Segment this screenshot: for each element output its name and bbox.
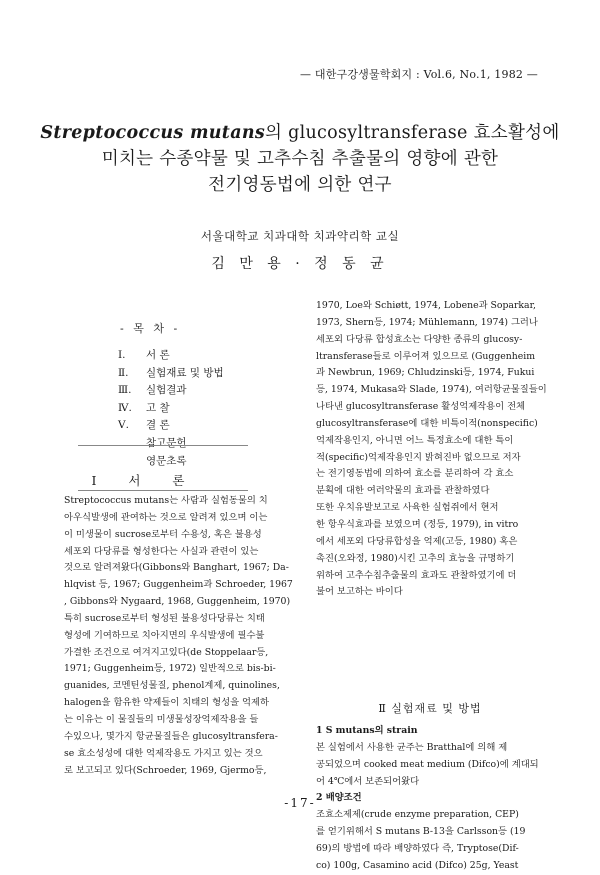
text-line: ltransferase들로 이루어져 있으므로 (Guggenheim bbox=[316, 350, 536, 362]
text-line: 분획에 대한 여러약물의 효과를 관찰하였다 bbox=[316, 485, 490, 497]
toc-item-number: Ⅲ. bbox=[118, 384, 132, 397]
text-line: 나타낸 glucosyltransferase 활성억제작용이 전체 bbox=[316, 401, 526, 413]
text-line: 한 항우식효과를 보였으며 (정등, 1979), in vitro bbox=[316, 518, 519, 530]
section-2-heading: Ⅱ 실험재료 및 방법 bbox=[378, 702, 482, 715]
toc-item-label: 서 론 bbox=[146, 349, 170, 361]
text-line: 위하여 고추수침추출물의 효과도 관찰하였기에 더 bbox=[316, 569, 517, 581]
title-line-1-rest: 의 glucosyltransferase 효소활성에 bbox=[265, 123, 560, 143]
section-1-heading: Ⅰ 서 론 bbox=[91, 473, 199, 488]
text-line: 공되었으며 cooked meat medium (Difco)에 계대되 bbox=[316, 758, 539, 770]
text-line: 이 미생물이 sucrose로부터 수용성, 혹은 불용성 bbox=[64, 528, 262, 540]
text-line: halogen을 함유한 약제들이 치태의 형성을 억제하 bbox=[64, 697, 269, 709]
toc-item-label: 실험결과 bbox=[146, 384, 187, 397]
toc-item-label: 결 론 bbox=[146, 419, 170, 432]
text-line: 어 4℃에서 보존되어왔다 bbox=[316, 775, 420, 787]
toc-item bbox=[118, 347, 224, 365]
toc-divider bbox=[78, 445, 248, 446]
text-line: 조효소제제(crude enzyme preparation, CEP) bbox=[316, 809, 519, 821]
text-line: 불어 보고하는 바이다 bbox=[316, 586, 403, 598]
section-1-underline bbox=[78, 490, 248, 491]
text-line: 2 배양조건 bbox=[316, 792, 362, 804]
text-line: 1973, Shern등, 1974; Mühlemann, 1974) 그러나 bbox=[316, 316, 538, 328]
text-line: 과 Newbrun, 1969; Chludzinski등, 1974, Fukui bbox=[316, 367, 535, 379]
text-line: 는 이유는 이 물질들의 미생물성장억제작용을 들 bbox=[64, 713, 259, 725]
text-line: , Gibbons와 Nygaard, 1968, Guggenheim, 1970) bbox=[64, 596, 291, 608]
text-line: 것으로 알려져왔다(Gibbons와 Banghart, 1967; Da- bbox=[64, 562, 289, 574]
text-line: Streptococcus mutans는 사람과 실험동물의 치 bbox=[64, 495, 268, 506]
text-line: se 효소성성에 대한 억제작용도 가지고 있는 것으 bbox=[64, 747, 263, 759]
text-line: 특히 sucrose로부터 형성된 불용성다당류는 치태 bbox=[64, 612, 265, 624]
toc-item-number: Ⅱ. bbox=[118, 366, 129, 379]
text-line: 69)의 방법에 따라 배양하였다 즉, Tryptose(Dif- bbox=[316, 842, 519, 854]
toc-item bbox=[118, 417, 224, 435]
toc-item-label: 고 찰 bbox=[146, 401, 170, 414]
text-line: 가결한 조건으로 여겨지고있다(de Stoppelaar등, bbox=[64, 646, 269, 658]
right-column-body bbox=[316, 298, 547, 601]
title-line-1 bbox=[0, 120, 600, 146]
text-line: 본 실험에서 사용한 균주는 Bratthal에 의해 제 bbox=[316, 741, 508, 753]
toc-item-label: 영문초록 bbox=[146, 454, 187, 467]
text-line: 등, 1974, Mukasa와 Slade, 1974), 여러항균물질들이 bbox=[316, 384, 547, 396]
text-line: guanides, 코멘틴성물질, phenol계제, quinolines, bbox=[64, 680, 280, 692]
text-line: 1971; Guggenheim등, 1972) 일반적으로 bis-bi- bbox=[64, 663, 276, 675]
text-line: 로 보고되고 있다(Schroeder, 1969, Gjermo등, bbox=[64, 764, 267, 776]
text-line: 수있으나, 몇가지 항균물질들은 glucosyltransfera- bbox=[64, 730, 278, 742]
text-line: hlqvist 등, 1967; Guggenheim과 Schroeder, 1967 bbox=[64, 579, 293, 591]
text-line: 세포외 다당류를 형성한다는 사실과 관련이 있는 bbox=[64, 545, 259, 557]
toc-item-number: Ⅴ. bbox=[118, 419, 129, 432]
text-line: 1970, Loe와 Schiøtt, 1974, Lobene과 Soparkar, bbox=[316, 300, 536, 311]
toc-item bbox=[118, 453, 224, 471]
paper-title bbox=[0, 120, 600, 198]
text-line: 아우식발생에 관여하는 것으로 알려져 있으며 이는 bbox=[64, 511, 268, 523]
toc-item bbox=[118, 382, 224, 400]
text-line: co) 100g, Casamino acid (Difco) 25g, Yeast bbox=[316, 859, 519, 871]
title-species: Streptococcus mutans bbox=[40, 123, 266, 143]
text-line: 를 얻기위해서 S mutans B-13을 Carlsson등 (19 bbox=[316, 826, 526, 838]
text-line: 는 전기영동법에 의하여 효소를 분리하여 각 효소 bbox=[316, 468, 514, 480]
text-line: glucosyltransferase에 대한 비특이적(nonspecific) bbox=[316, 417, 538, 429]
title-line-3: 전기영동법에 의한 연구 bbox=[208, 175, 392, 195]
toc-item bbox=[118, 400, 224, 418]
text-line: 억제작용인지, 아니면 어느 특정효소에 대한 특이 bbox=[316, 434, 514, 446]
toc-item bbox=[118, 435, 224, 453]
running-header: — 대한구강생물학회지 : Vol.6, No.1, 1982 — bbox=[299, 68, 538, 81]
table-of-contents bbox=[118, 347, 224, 470]
page-number: -17- bbox=[284, 796, 316, 810]
text-line: 에서 세포외 다당류합성을 억제(고등, 1980) 혹은 bbox=[316, 535, 518, 547]
text-line: 적(specific)억제작용인지 밝혀진바 없으므로 저자 bbox=[316, 451, 521, 463]
toc-item-label: 참고문헌 bbox=[146, 436, 187, 449]
text-line: 형성에 기여하므로 치아지면의 우식발생에 필수불 bbox=[64, 629, 265, 641]
section-1-body bbox=[64, 493, 296, 779]
toc-item-number: Ⅳ. bbox=[118, 401, 132, 414]
toc-heading: - 목 차 - bbox=[120, 322, 181, 335]
text-line: 1 S mutans의 strain bbox=[316, 725, 418, 736]
title-line-2: 미치는 수종약물 및 고추수침 추출물의 영향에 관한 bbox=[101, 149, 499, 169]
toc-item bbox=[118, 365, 224, 383]
toc-item-label: 실험재료 및 방법 bbox=[146, 366, 224, 379]
affiliation: 서울대학교 치과대학 치과약리학 교실 bbox=[200, 229, 400, 243]
text-line: 세포외 다당류 합성효소는 다양한 종류의 glucosy- bbox=[316, 333, 523, 345]
toc-item-number: Ⅰ. bbox=[118, 349, 126, 361]
authors: 김 만 용 · 정 동 균 bbox=[211, 256, 389, 272]
text-line: 촉진(오와정, 1980)시킨 고추의 효능을 규명하기 bbox=[316, 552, 515, 564]
text-line: 또한 우치유발보고로 사육한 실험쥐에서 현저 bbox=[316, 502, 499, 514]
